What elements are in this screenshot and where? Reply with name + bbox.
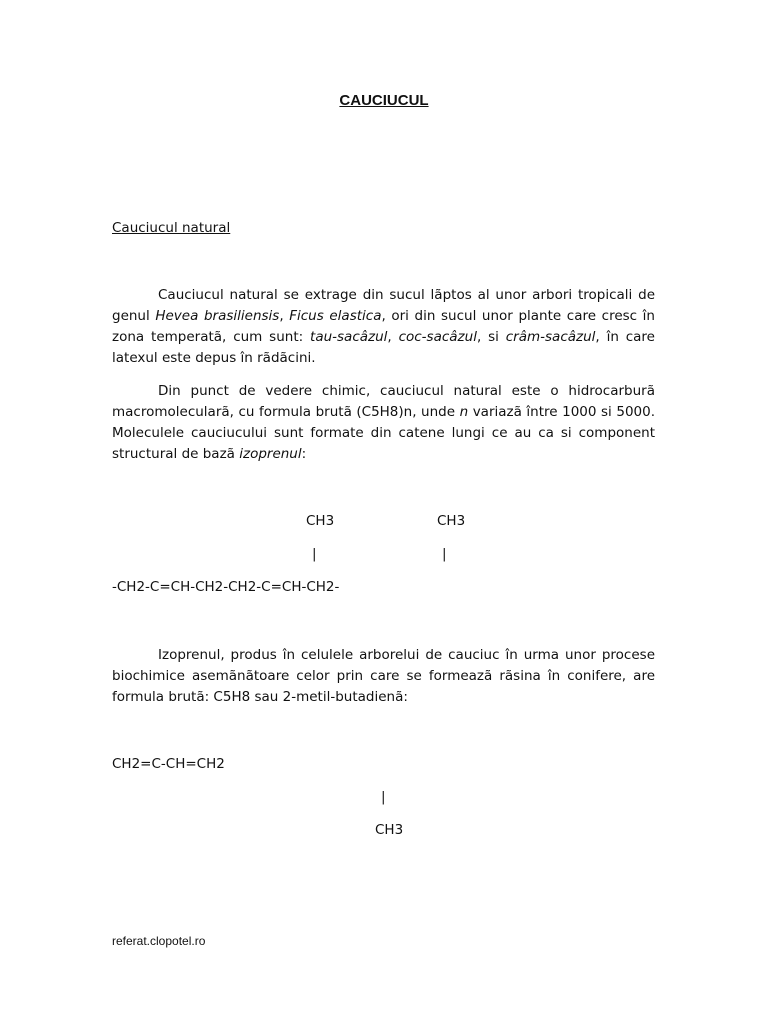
page-title: CAUCIUCUL [339,92,429,109]
paragraph-2 [112,381,655,465]
formula1-ch3-right: CH3 [437,513,466,529]
plant-coc-sacaz: coc-sacâzul [398,329,477,345]
formula1-bond-right: | [442,546,447,562]
paragraph-2-text: Din punct de vedere chimic, cauciucul natural este o hidrocarburã macromolecularã, cu formula brutã (C5H8)n, unde [112,383,655,420]
species-ficus: Ficus elastica [289,308,382,324]
paragraph-1-text: Cauciucul natural se extrage din sucul lãptos al unor arbori tropicali de genul [112,287,655,324]
formula1-chain: -CH2-C=CH-CH2-CH2-C=CH-CH2- [112,579,340,595]
species-hevea: Hevea brasiliensis [155,308,280,324]
paragraph-1-text: , ori din sucul unor plante care cresc în zona temperatã, cum sunt: [112,308,655,345]
variable-n: n [459,404,469,420]
paragraph-2-text: : [301,446,307,462]
formula1-bond-left: | [312,546,317,562]
paragraph-1-text: , [279,308,290,324]
paragraph-2-text: variazã între 1000 si 5000. Moleculele cauciucului sunt formate din catene lungi ce au ca si component structural de bazã [112,404,655,462]
paragraph-3: Izoprenul, produs în celulele arborelui de cauciuc în urma unor procese biochimice asemãnãtoare celor prin care se formeazã rãsina în conifere, are formula brutã: C5H8 sau 2-metil-butadienã: [112,647,655,705]
formula1-ch3-left: CH3 [306,513,335,529]
paragraph-1 [112,285,655,369]
formula2-chain: CH2=C-CH=CH2 [112,756,225,772]
term-izoprenul: izoprenul [239,446,302,462]
formula2-bond: | [381,789,386,805]
paragraph-1-text: , în care latexul este depus în rãdãcini. [112,329,655,366]
section-heading: Cauciucul natural [112,220,231,236]
paragraph-1-text: , [387,329,399,345]
formula2-ch3: CH3 [375,822,404,838]
footer-source: referat.clopotel.ro [112,934,206,948]
plant-tau-sacaz: tau-sacâzul [310,329,388,345]
paragraph-1-text: , si [476,329,506,345]
plant-cram-sacaz: crâm-sacâzul [505,329,596,345]
